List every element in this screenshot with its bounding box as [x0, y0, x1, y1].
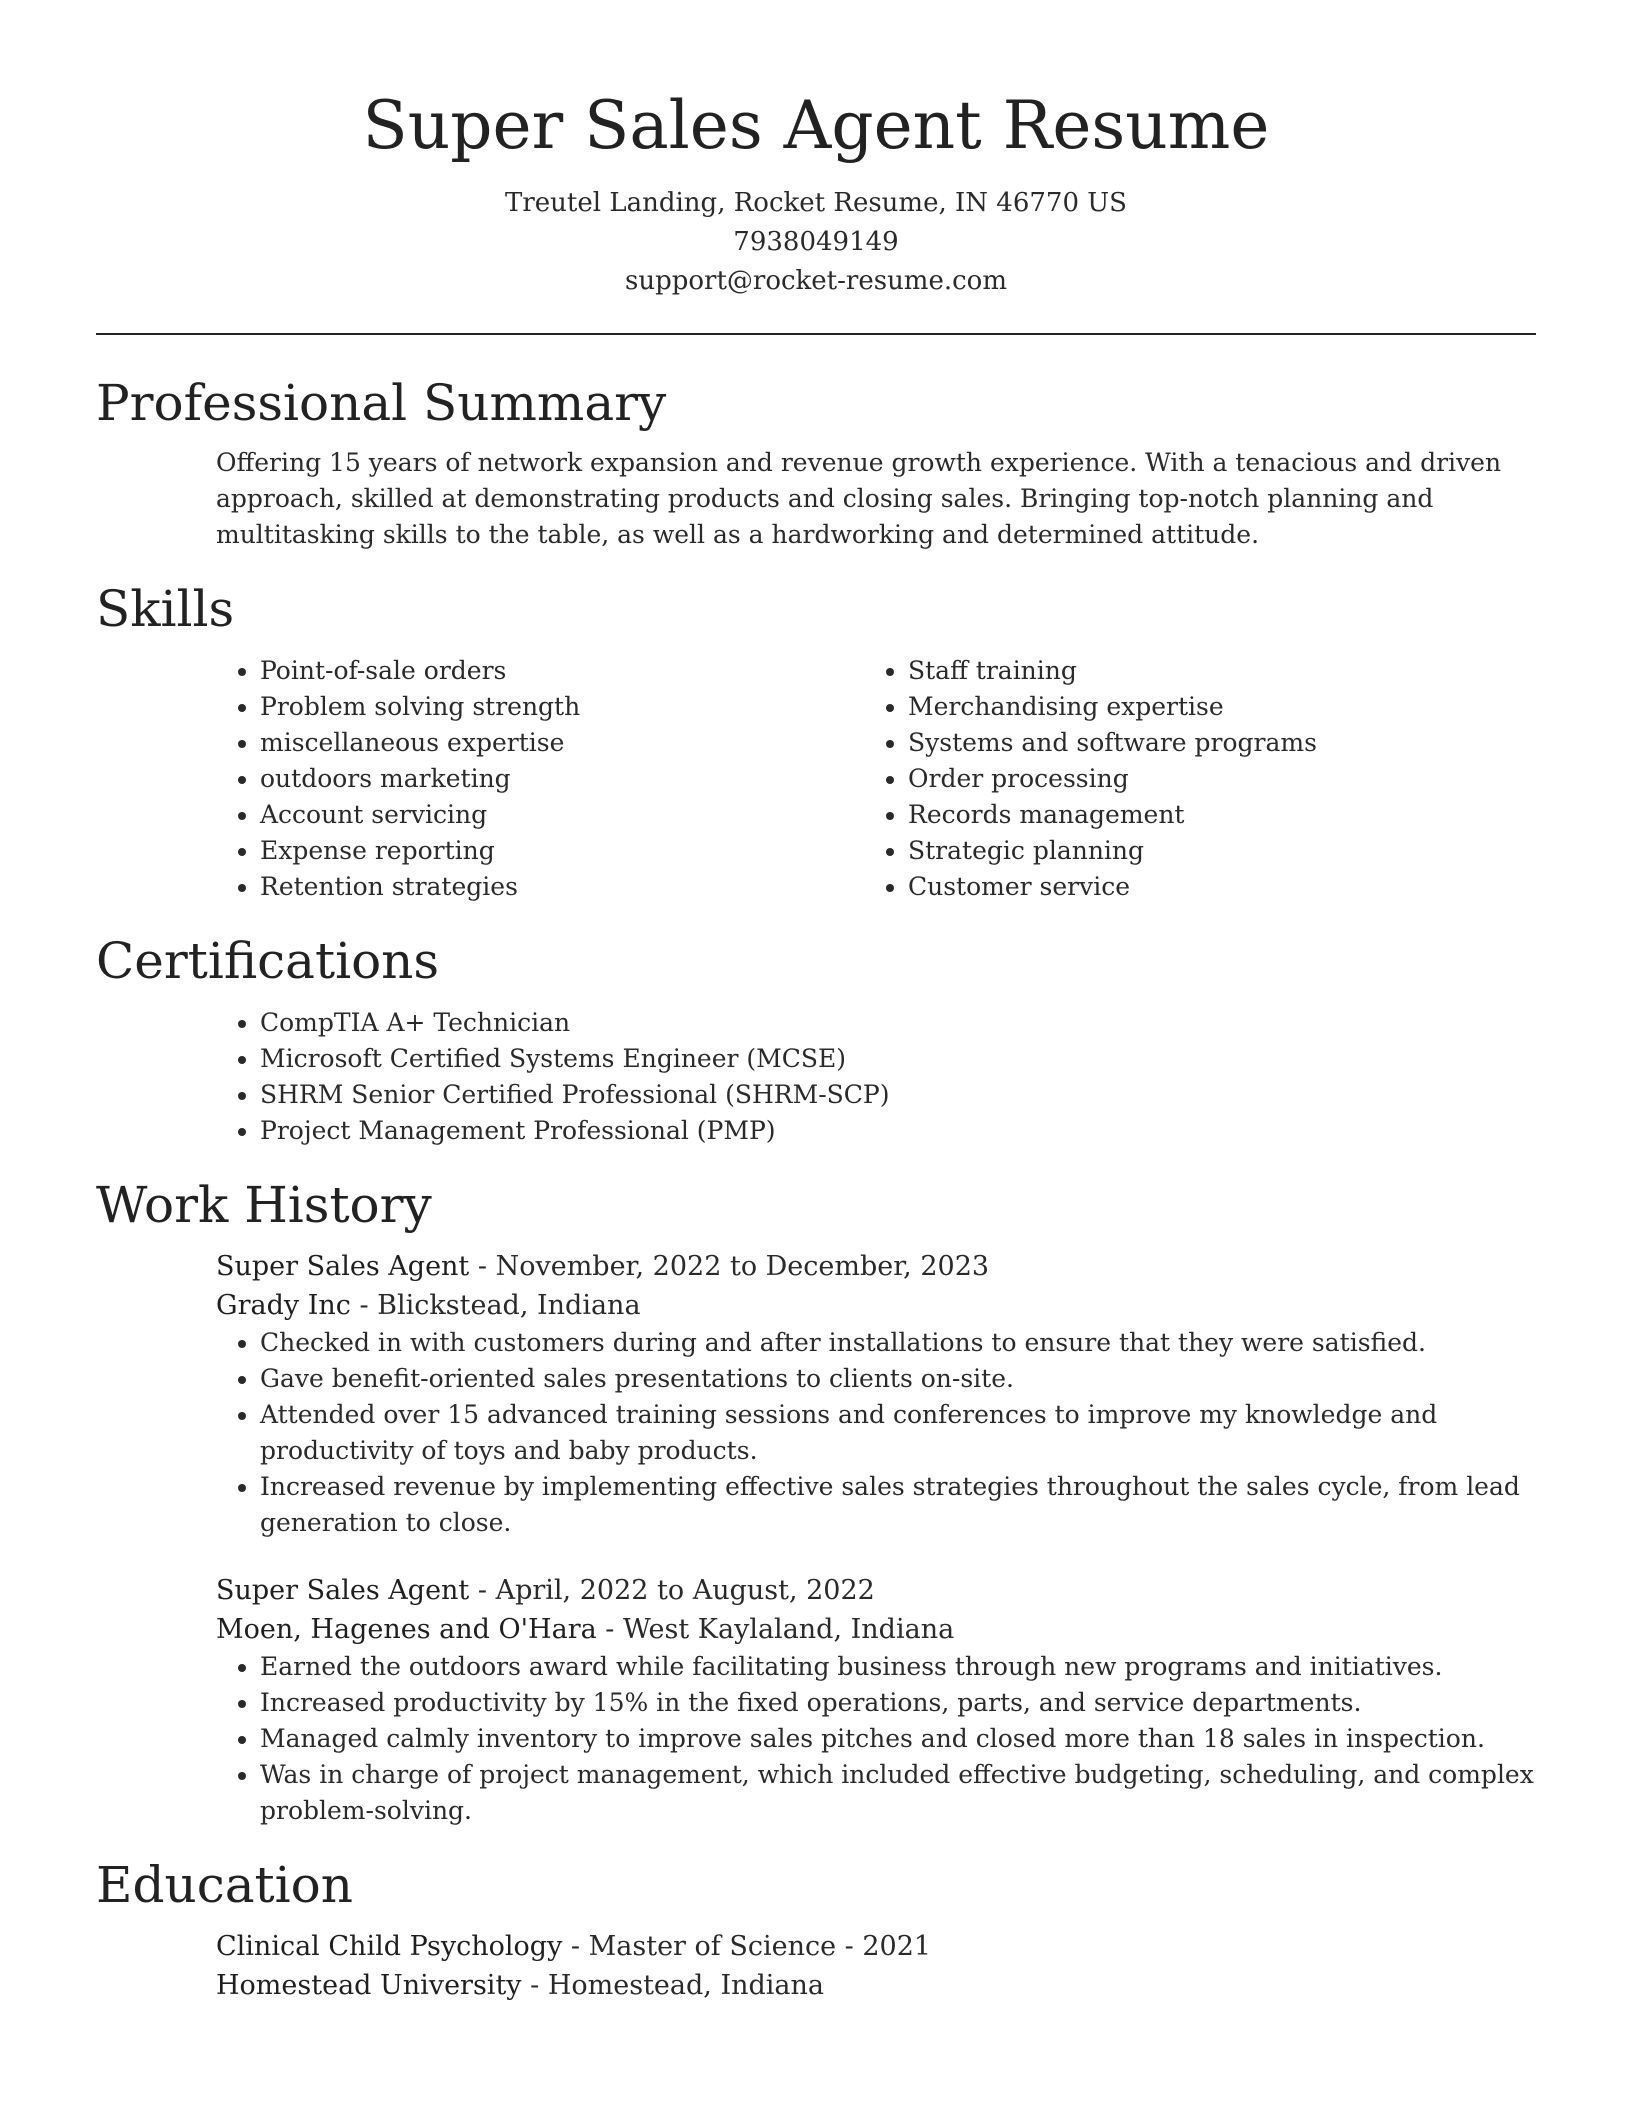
skill-item: • outdoors marketing	[260, 761, 746, 797]
job-bullet: • Attended over 15 advanced training sessions and conferences to improve my knowledge and productivity of toys and baby products.	[260, 1397, 1536, 1469]
job-bullet: • Increased revenue by implementing effective sales strategies throughout the sales cycle, from lead generation to close.	[260, 1469, 1536, 1541]
phone: 7938049149	[733, 227, 899, 257]
email: support@rocket-resume.com	[624, 266, 1007, 296]
skill-item: • Expense reporting	[260, 833, 746, 869]
job-bullet: • Was in charge of project management, which included effective budgeting, scheduling, and complex problem-solving.	[260, 1757, 1536, 1829]
skill-item: • Merchandising expertise	[908, 689, 1396, 725]
job-bullet: • Increased productivity by 15% in the fixed operations, parts, and service departments.	[260, 1685, 1536, 1721]
skill-item: • miscellaneous expertise	[260, 725, 746, 761]
work-entry	[96, 1571, 1536, 1829]
summary-text: Offering 15 years of network expansion and revenue growth experience. With a tenacious and driven approach, skilled at demonstrating products and closing sales. Bringing top-notch planning and multitasking skills to the table, as well as a hardworking and determined attitude.	[216, 448, 1502, 549]
resume-header	[96, 0, 1536, 301]
skill-item: • Point-of-sale orders	[260, 653, 746, 689]
header-divider	[96, 333, 1536, 335]
job-bullet: • Managed calmly inventory to improve sales pitches and closed more than 18 sales in inspection.	[260, 1721, 1536, 1757]
skill-item: • Customer service	[908, 869, 1396, 905]
skill-item: • Systems and software programs	[908, 725, 1396, 761]
work-entry	[96, 1247, 1536, 1541]
skills-list-left	[96, 653, 746, 905]
skill-item: • Strategic planning	[908, 833, 1396, 869]
certifications-section	[96, 929, 1536, 1149]
education-school-line	[216, 1966, 1536, 2005]
skills-list-right	[746, 653, 1396, 905]
job-location: - Blickstead, Indiana	[350, 1290, 641, 1321]
job-role: Super Sales Agent	[216, 1251, 470, 1282]
skills-columns	[96, 653, 1536, 905]
certification-item: • CompTIA A+ Technician	[260, 1005, 1536, 1041]
work-entries	[96, 1247, 1536, 1829]
address: Treutel Landing, Rocket Resume, IN 46770 US	[505, 188, 1127, 218]
skill-item: • Retention strategies	[260, 869, 746, 905]
job-company-line	[216, 1610, 1536, 1649]
skill-item: • Account servicing	[260, 797, 746, 833]
contact-block	[96, 184, 1536, 301]
skills-heading: Skills	[96, 580, 235, 638]
job-bullet: • Earned the outdoors award while facilitating business through new programs and initiatives.	[260, 1649, 1536, 1685]
education-section	[96, 1853, 1536, 2005]
skills-section	[96, 577, 1536, 905]
job-bullets	[96, 1325, 1536, 1541]
job-bullet: • Gave benefit-oriented sales presentations to clients on-site.	[260, 1361, 1536, 1397]
job-location: - West Kaylaland, Indiana	[596, 1614, 955, 1645]
education-school: Homestead University	[216, 1970, 522, 2001]
education-field: Clinical Child Psychology	[216, 1931, 563, 1962]
job-bullets	[96, 1649, 1536, 1829]
job-company: Moen, Hagenes and O'Hara	[216, 1614, 597, 1645]
job-company-line	[216, 1286, 1536, 1325]
job-title-line	[216, 1571, 1536, 1610]
skills-column-right	[746, 653, 1396, 905]
work-section	[96, 1173, 1536, 1829]
summary-section	[96, 371, 1536, 553]
job-dates: - April, 2022 to August, 2022	[469, 1575, 875, 1606]
certification-item: • SHRM Senior Certified Professional (SHRM-SCP)	[260, 1077, 1536, 1113]
resume-title: Super Sales Agent Resume	[362, 87, 1270, 164]
skill-item: • Problem solving strength	[260, 689, 746, 725]
skills-column-left	[96, 653, 746, 905]
job-dates: - November, 2022 to December, 2023	[469, 1251, 990, 1282]
certifications-heading: Certifications	[96, 932, 440, 990]
skill-item: • Order processing	[908, 761, 1396, 797]
work-heading: Work History	[96, 1176, 432, 1234]
summary-heading: Professional Summary	[96, 374, 667, 432]
resume-page	[96, 0, 1536, 2005]
job-company: Grady Inc	[216, 1290, 351, 1321]
certification-item: • Microsoft Certified Systems Engineer (MCSE)	[260, 1041, 1536, 1077]
job-role: Super Sales Agent	[216, 1575, 470, 1606]
skill-item: • Records management	[908, 797, 1396, 833]
job-bullet: • Checked in with customers during and after installations to ensure that they were satisfied.	[260, 1325, 1536, 1361]
certification-item: • Project Management Professional (PMP)	[260, 1113, 1536, 1149]
education-degree-line	[216, 1927, 1536, 1966]
education-year: - 2021	[836, 1931, 932, 1962]
education-degree: - Master of Science	[562, 1931, 837, 1962]
skill-item: • Staff training	[908, 653, 1396, 689]
education-heading: Education	[96, 1856, 353, 1914]
job-title-line	[216, 1247, 1536, 1286]
certifications-list	[96, 1005, 1536, 1149]
education-location: - Homestead, Indiana	[521, 1970, 825, 2001]
